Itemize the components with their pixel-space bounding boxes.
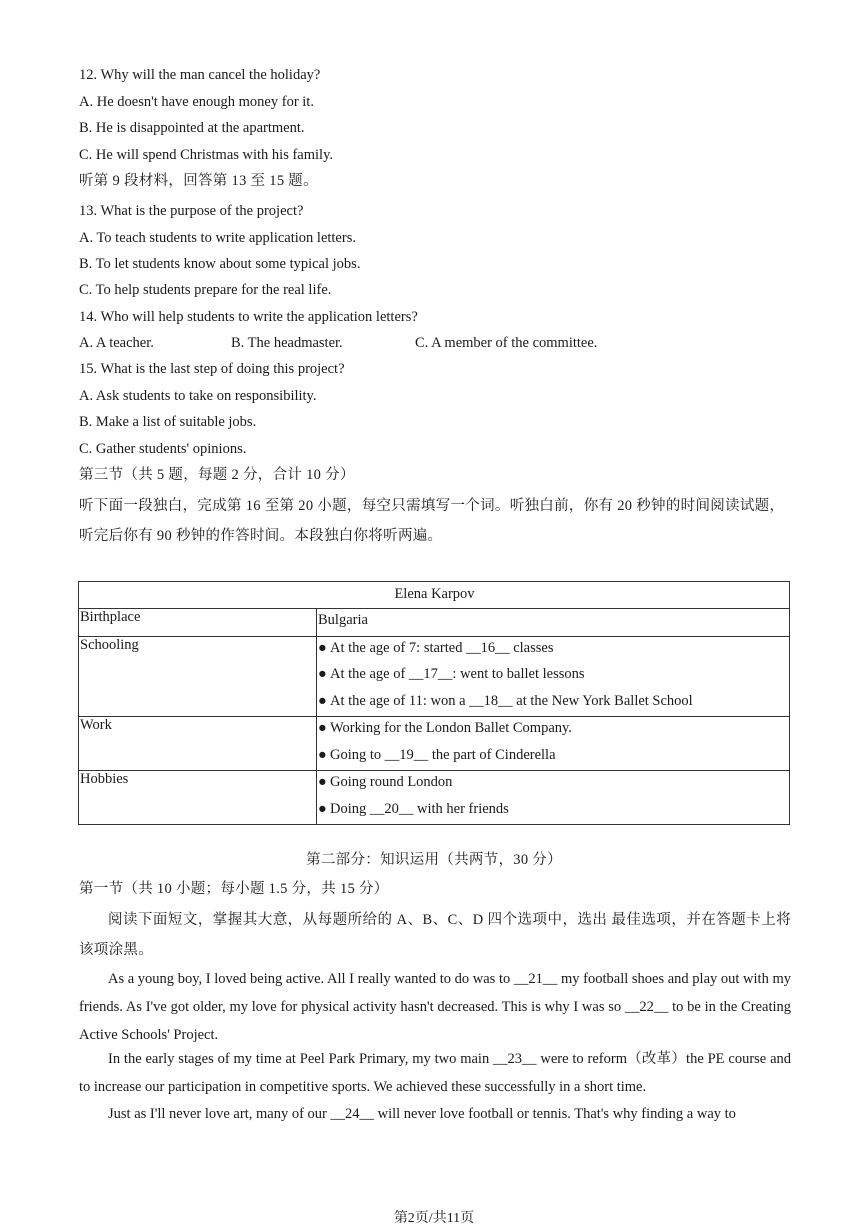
bullet-icon: ● bbox=[318, 774, 327, 790]
work-text-1: Working for the London Ballet Company. bbox=[330, 720, 572, 736]
q12-option-b: B. He is disappointed at the apartment. bbox=[79, 120, 305, 136]
q13-option-b: B. To let students know about some typical jobs. bbox=[79, 256, 361, 272]
section3-heading: 第三节（共 5 题，每题 2 分，合计 10 分） bbox=[79, 467, 355, 483]
work-line-1 bbox=[318, 717, 789, 744]
schooling-line-3 bbox=[318, 690, 789, 717]
bullet-icon: ● bbox=[318, 720, 327, 736]
table-row bbox=[79, 717, 790, 771]
q12-question: 12. Why will the man cancel the holiday? bbox=[79, 67, 321, 83]
hobbies-text-1: Going round London bbox=[330, 774, 453, 790]
bullet-icon: ● bbox=[318, 800, 327, 817]
part2-instructions: 阅读下面短文，掌握其大意，从每题所给的 A、B、C、D 四个选项中，选出 最佳选项，并在答题卡上将该项涂黑。 bbox=[79, 912, 791, 958]
row-content-schooling bbox=[317, 636, 790, 717]
row-content-birthplace bbox=[317, 609, 790, 637]
work-text-2: Going to __19__ the part of Cinderella bbox=[330, 746, 556, 763]
row-label-birthplace: Birthplace bbox=[79, 609, 317, 637]
part2-heading: 第二部分：知识运用（共两节，30 分） bbox=[306, 852, 562, 868]
page-number: 第2页/共11页 bbox=[393, 1211, 475, 1226]
q15-option-a: A. Ask students to take on responsibility. bbox=[79, 388, 317, 404]
row-label-work: Work bbox=[79, 717, 317, 771]
hobbies-line-1 bbox=[318, 771, 789, 798]
q14-option-b: B. The headmaster. bbox=[231, 335, 343, 351]
q12-option-c: C. He will spend Christmas with his family. bbox=[79, 147, 334, 163]
q14-option-c: C. A member of the committee. bbox=[415, 335, 598, 351]
row-content-work bbox=[317, 717, 790, 771]
bullet-icon: ● bbox=[318, 692, 327, 709]
passage-paragraph-1: As a young boy, I loved being active. All I really wanted to do was to __21__ my football shoes and play out with my friends. As I've got older, my love for physical activity hasn't decreased. This is why I was so __22__ to be in the Creating Active Schools' Project. bbox=[79, 971, 791, 1043]
part2-section1-heading: 第一节（共 10 小题；每小题 1.5 分，共 15 分） bbox=[79, 881, 389, 897]
table-row bbox=[79, 636, 790, 717]
schooling-text-3: At the age of 11: won a __18__ at the New York Ballet School bbox=[330, 692, 693, 709]
schooling-text-2: At the age of __17__: went to ballet lessons bbox=[330, 666, 585, 682]
hobbies-line-2 bbox=[318, 798, 789, 825]
passage-paragraph-2: In the early stages of my time at Peel Park Primary, my two main __23__ were to reform（改革）the PE course and to increase our participation in competitive sports. We achieved these successfully in a short time. bbox=[79, 1051, 791, 1095]
table-title: Elena Karpov bbox=[79, 582, 790, 609]
bullet-icon: ● bbox=[318, 746, 327, 763]
schooling-line-1 bbox=[318, 637, 789, 664]
section3-instructions-line2: 听完后你有 90 秒钟的作答时间。本段独白你将听两遍。 bbox=[79, 528, 443, 544]
schooling-text-1: At the age of 7: started __16__ classes bbox=[330, 639, 554, 656]
table-row bbox=[79, 771, 790, 825]
bullet-icon: ● bbox=[318, 639, 327, 656]
q15-option-c: C. Gather students' opinions. bbox=[79, 441, 247, 457]
work-line-2 bbox=[318, 744, 789, 771]
q13-option-a: A. To teach students to write application letters. bbox=[79, 230, 356, 246]
q12-option-a: A. He doesn't have enough money for it. bbox=[79, 94, 314, 110]
q14-options bbox=[79, 333, 791, 353]
q14-option-a: A. A teacher. bbox=[79, 335, 154, 351]
q14-question: 14. Who will help students to write the application letters? bbox=[79, 309, 418, 325]
passage9-intro: 听第 9 段材料，回答第 13 至 15 题。 bbox=[79, 173, 318, 189]
row-label-schooling: Schooling bbox=[79, 636, 317, 717]
q15-question: 15. What is the last step of doing this project? bbox=[79, 361, 345, 377]
bullet-icon: ● bbox=[318, 666, 327, 682]
table-row bbox=[79, 609, 790, 637]
q13-question: 13. What is the purpose of the project? bbox=[79, 203, 304, 219]
row-label-hobbies: Hobbies bbox=[79, 771, 317, 825]
schooling-line-2 bbox=[318, 663, 789, 690]
q13-option-c: C. To help students prepare for the real life. bbox=[79, 282, 332, 298]
q15-option-b: B. Make a list of suitable jobs. bbox=[79, 414, 257, 430]
hobbies-text-2: Doing __20__ with her friends bbox=[330, 800, 509, 817]
row-content-hobbies bbox=[317, 771, 790, 825]
elena-karpov-table bbox=[78, 581, 790, 825]
birthplace-value: Bulgaria bbox=[318, 612, 368, 628]
section3-instructions-line1: 听下面一段独白，完成第 16 至第 20 小题，每空只需填写一个词。听独白前，你有 20 秒钟的时间阅读试题， bbox=[79, 498, 785, 514]
passage-paragraph-3: Just as I'll never love art, many of our __24__ will never love football or tennis. That's why finding a way to bbox=[108, 1106, 736, 1122]
